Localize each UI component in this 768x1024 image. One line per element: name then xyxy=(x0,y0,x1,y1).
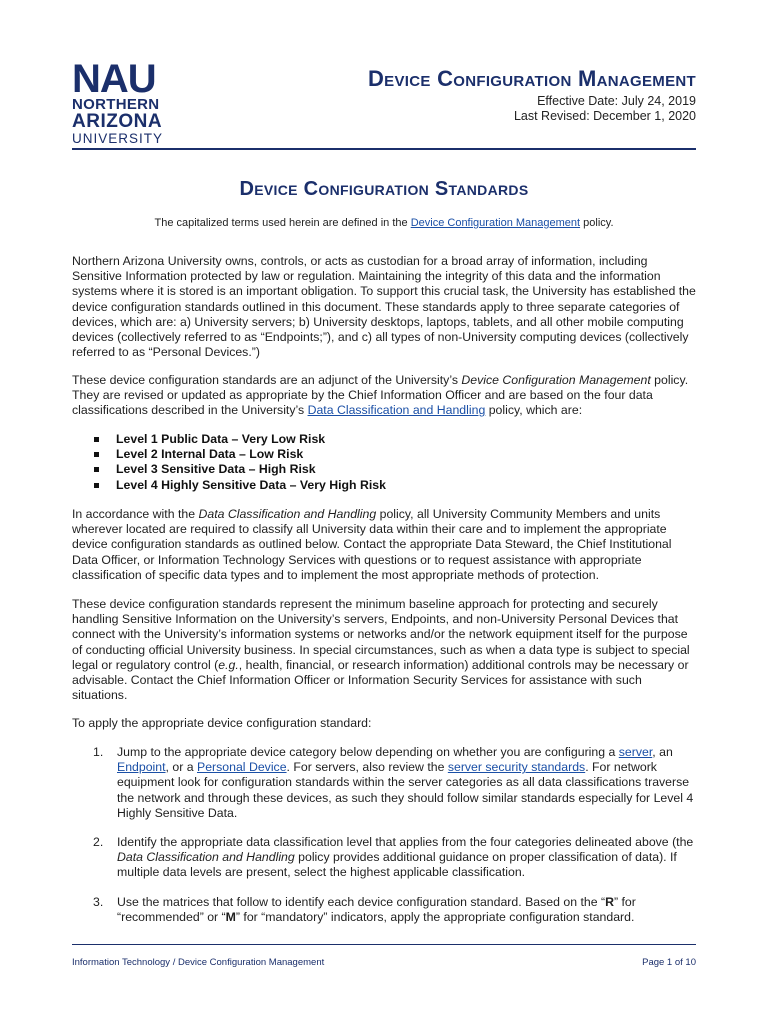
adjunct-paragraph xyxy=(72,373,700,419)
step-number: 3. xyxy=(93,895,104,909)
list-item xyxy=(94,478,386,493)
note-text: The capitalized terms used herein are defined in the xyxy=(154,217,411,229)
policy-title: Device Configuration Management xyxy=(367,66,696,91)
effective-date: Effective Date: July 24, 2019 xyxy=(537,94,696,108)
para4-text-c: , health, financial, or research information) additional controls may be necessary or advisable. Contact the Chief Information Officer or Information Security Services for assistance with such situations. xyxy=(72,657,689,703)
document-title: Device Configuration Standards xyxy=(239,178,529,200)
step3-text-c: ” for “mandatory” indicators, apply the appropriate configuration standard. xyxy=(235,910,635,925)
note-text-end: policy. xyxy=(580,217,614,229)
step-3 xyxy=(93,895,700,927)
header-divider xyxy=(72,148,696,150)
device-config-mgmt-link[interactable]: Device Configuration Management xyxy=(410,217,581,229)
logo-line-arizona: ARIZONA xyxy=(72,111,163,132)
logo-abbr: NAU xyxy=(72,57,156,101)
mandatory-indicator: M xyxy=(225,910,236,925)
logo-line-university: UNIVERSITY xyxy=(72,131,164,146)
bullet-icon xyxy=(94,452,99,457)
last-revised-date: Last Revised: December 1, 2020 xyxy=(513,109,696,123)
step3-text-b: ” for “recommended” or “ xyxy=(117,895,636,925)
step-text xyxy=(117,835,700,881)
para2-text-d: policy, which are: xyxy=(485,403,583,418)
step1-text-d: . For servers, also review the xyxy=(286,760,448,775)
para3-text-a: In accordance with the xyxy=(72,507,199,521)
bullet-icon xyxy=(94,437,99,442)
step1-text-b: , an xyxy=(652,745,673,759)
footer-breadcrumb: Information Technology / Device Configuration Management xyxy=(72,957,325,968)
para4-text-a: These device configuration standards represent the minimum baseline approach for protecting and securely handling Sensitive Information on the University’s servers, Endpoints, and non-University Personal Devices that connect with the University’s information systems or networks and/or the network equipment itself for the purpose of conducting official University business. In special circumstances, such as when a data type is subject to special legal or regulatory control ( xyxy=(72,597,690,672)
step-2 xyxy=(93,835,700,881)
step3-text-a: Use the matrices that follow to identify each device configuration standard. Based on the “ xyxy=(117,895,606,909)
nau-logo xyxy=(72,57,180,146)
apply-intro xyxy=(72,716,700,731)
server-security-standards-link[interactable]: server security standards xyxy=(447,760,586,775)
footer-divider xyxy=(72,944,696,945)
apply-intro-text: To apply the appropriate device configuration standard: xyxy=(72,716,372,730)
para4-eg: e.g. xyxy=(218,657,239,672)
intro-paragraph xyxy=(72,254,700,360)
step1-text-e: . For network equipment look for configuration standards within the server categories as all data classifications traverse the network and through these devices, as such they should follow similar standards especially for Level 4 Highly Sensitive Data. xyxy=(117,760,694,820)
step-1 xyxy=(93,745,700,821)
para2-policy-name: Device Configuration Management xyxy=(461,373,651,387)
recommended-indicator: R xyxy=(605,895,614,909)
logo-line-northern: NORTHERN xyxy=(72,96,160,113)
definitions-note xyxy=(0,217,768,229)
bullet-icon xyxy=(94,467,99,472)
step2-text-a: Identify the appropriate data classification level that applies from the four categories delineated above (the xyxy=(117,835,694,849)
personal-device-link[interactable]: Personal Device xyxy=(197,760,287,775)
endpoint-link[interactable]: Endpoint xyxy=(117,760,166,775)
bullet-icon xyxy=(94,483,99,488)
level-label: Level 4 Highly Sensitive Data – Very High Risk xyxy=(116,477,386,492)
step-number: 2. xyxy=(93,835,104,849)
list-item xyxy=(94,462,386,477)
step2-policy-name: Data Classification and Handling xyxy=(117,850,295,865)
step1-text-a: Jump to the appropriate device category below depending on whether you are configuring a xyxy=(117,745,619,759)
level-label: Level 2 Internal Data – Low Risk xyxy=(116,447,304,462)
level-label: Level 3 Sensitive Data – High Risk xyxy=(116,462,316,477)
para2-text-a: These device configuration standards are an adjunct of the University’s xyxy=(72,373,462,387)
para2-text-c: policy. They are revised or updated as appropriate by the Chief Information Officer and are based on the four data classifications described in the University’s xyxy=(72,373,689,418)
intro-text: Northern Arizona University owns, controls, or acts as custodian for a broad array of information, including Sensitive Information protected by law or regulation. Maintaining the integrity of this data and the information systems where it is stored is an important obligation. To support this crucial task, the University has established the device configuration standards outlined in this document. These standards apply to three separate categories of devices, which are: a) University servers; b) University desktops, laptops, tablets, and all other mobile computing devices (collectively referred to as “Endpoints;”), and c) all types of non-University computing devices (collectively referred to as “Personal Devices.”) xyxy=(72,254,696,360)
server-link[interactable]: server xyxy=(618,745,653,759)
step1-text-c: , or a xyxy=(165,760,197,775)
step-number: 1. xyxy=(93,745,104,759)
para3-text-c: policy, all University Community Members and units wherever located are required to classify all University data within their care and to implement the appropriate device configuration standards as outlined below. Contact the appropriate Data Steward, the Chief Institutional Data Officer, or Information Technology Services with questions or to request assistance with appropriate classification of specific data types and to implement the most appropriate methods of protection. xyxy=(72,507,672,582)
classification-paragraph xyxy=(72,507,700,583)
step-text xyxy=(117,745,700,821)
step-text xyxy=(117,895,700,925)
policy-dates xyxy=(514,94,696,124)
para3-policy-name: Data Classification and Handling xyxy=(198,507,377,521)
data-classification-link[interactable]: Data Classification and Handling xyxy=(307,403,486,418)
page-number: Page 1 of 10 xyxy=(642,957,696,968)
level-label: Level 1 Public Data – Very Low Risk xyxy=(116,432,326,446)
step2-text-c: policy provides additional guidance on proper classification of data). If multiple data levels are present, select the highest applicable classification. xyxy=(117,850,677,880)
baseline-paragraph xyxy=(72,597,700,703)
list-item xyxy=(94,432,386,447)
list-item xyxy=(94,447,386,462)
data-levels-list xyxy=(94,432,386,493)
